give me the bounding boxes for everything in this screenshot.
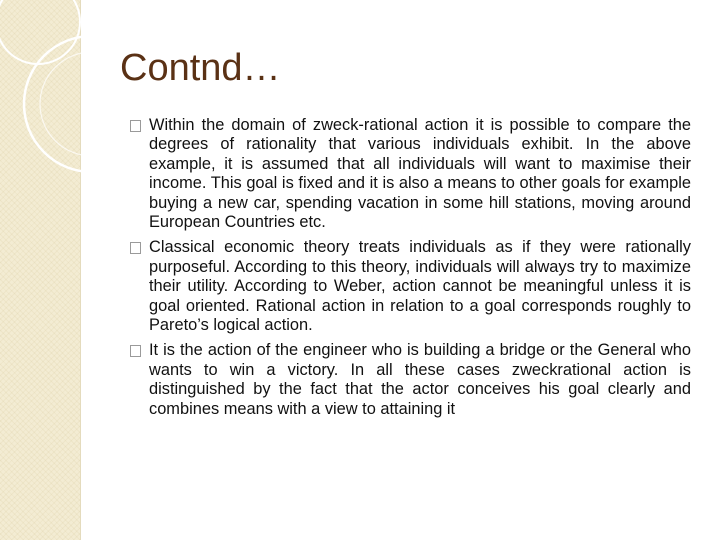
bullet-item <box>130 341 691 419</box>
bullet-list <box>130 116 691 425</box>
bullet-text: Classical economic theory treats individuals as if they were rationally purposeful. According to this theory, individuals will always try to maximize their utility. According to Weber, action cannot be meaningful unless it is goal oriented. Rational action in relation to a goal corresponds roughly to Pareto’s logical action. <box>149 238 691 335</box>
square-bullet-icon <box>130 345 141 357</box>
decorative-circle-small <box>0 0 80 64</box>
square-bullet-icon <box>130 242 141 254</box>
square-bullet-icon <box>130 120 141 132</box>
bullet-text: Within the domain of zweck-rational action it is possible to compare the degrees of rationality that various individuals exhibit. In the above example, it is assumed that all individuals will want to maximise their income. This goal is fixed and it is also a means to other goals for example buying a new car, spending vacation in some hill stations, moving around European Countries etc. <box>149 116 691 232</box>
decorative-circles <box>0 0 140 200</box>
slide-title: Contnd… <box>120 47 281 89</box>
bullet-item <box>130 116 691 232</box>
bullet-item <box>130 238 691 335</box>
bullet-text: It is the action of the engineer who is building a bridge or the General who wants to win a victory. In all these cases zweckrational action is distinguished by the fact that the actor conceives his goal clearly and combines means with a view to attaining it <box>149 341 691 418</box>
